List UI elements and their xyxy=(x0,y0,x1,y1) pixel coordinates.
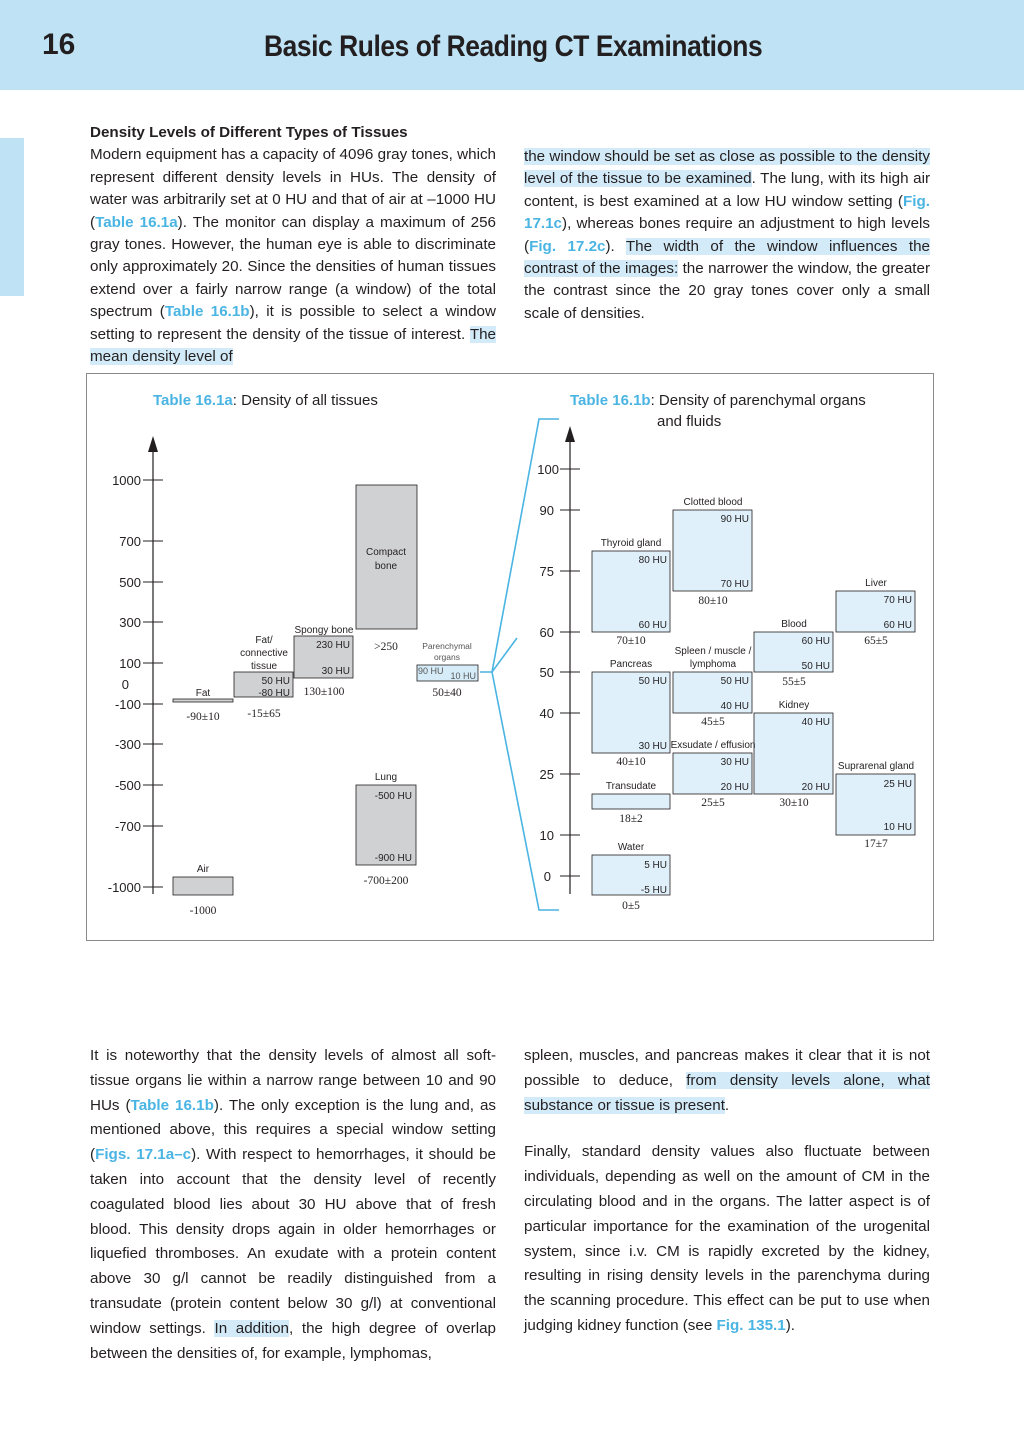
text-column-top-right xyxy=(524,146,930,325)
svg-text:Liver: Liver xyxy=(865,578,887,589)
bar-pancreas xyxy=(592,659,670,768)
body-text: . xyxy=(724,1096,730,1114)
svg-text:Kidney: Kidney xyxy=(778,700,810,711)
svg-text:90 HU: 90 HU xyxy=(720,514,749,525)
svg-text:>250: >250 xyxy=(374,641,398,653)
svg-text:25 HU: 25 HU xyxy=(883,779,912,790)
bar-blood xyxy=(754,619,833,688)
svg-text:Fat: Fat xyxy=(195,688,211,699)
svg-text:50±40: 50±40 xyxy=(432,687,462,699)
figure-reference-link[interactable]: Fig. 135.1 xyxy=(716,1316,786,1334)
svg-text:70 HU: 70 HU xyxy=(720,579,749,590)
figure-reference-link[interactable]: Fig. 17.1c xyxy=(524,192,930,233)
svg-text:0±5: 0±5 xyxy=(622,900,640,912)
svg-text:20 HU: 20 HU xyxy=(720,782,749,793)
right-tick-label: 40 xyxy=(539,706,554,721)
svg-text:45±5: 45±5 xyxy=(701,716,725,728)
right-axis xyxy=(560,432,580,894)
right-tick-label: 90 xyxy=(539,503,554,518)
page-number: 16 xyxy=(42,28,76,61)
bar-parenchymal-organs xyxy=(417,641,478,699)
svg-text:lymphoma: lymphoma xyxy=(689,659,737,670)
svg-text:-700±200: -700±200 xyxy=(363,875,409,887)
svg-text:bone: bone xyxy=(374,561,398,572)
svg-text:Air: Air xyxy=(196,864,210,875)
body-text: , the high degree of overlap between the densities of, for example, lymphomas, xyxy=(90,1319,496,1362)
svg-text:60 HU: 60 HU xyxy=(638,620,667,631)
svg-text:17±7: 17±7 xyxy=(864,838,888,850)
svg-text:Blood: Blood xyxy=(781,619,807,630)
highlighted-text: The mean density level of xyxy=(90,325,496,366)
right-axis-arrow xyxy=(565,426,575,442)
body-text: ). xyxy=(785,1316,796,1334)
svg-text:40±10: 40±10 xyxy=(616,756,646,768)
svg-text:-90±10: -90±10 xyxy=(186,711,220,723)
svg-text:130±100: 130±100 xyxy=(303,686,345,698)
body-text: ). The monitor can display a maximum of 256 gray tones. However, the human eye is able to discriminate only approximately 20. Since the densities of human tissues extend over a fairly narrow range (a window) of the total spectrum ( xyxy=(90,213,496,321)
svg-text:connective: connective xyxy=(240,648,288,659)
svg-text:Exsudate / effusion: Exsudate / effusion xyxy=(670,740,756,751)
bar-clotted-blood xyxy=(673,497,752,607)
body-text: Finally, standard density values also fluctuate between individuals, depending as well on the amount of CM in the circulating blood and in the organs. The latter aspect is of particular importance for the examination of the urogenital system, since i.v. CM is rapidly excreted by the kidney, resulting in rising density levels in the parenchyma during the scanning procedure. This effect can be put to use when judging kidney function (see xyxy=(524,1143,930,1334)
svg-text:65±5: 65±5 xyxy=(864,635,888,647)
figure-reference-link[interactable]: Fig. 17.2c xyxy=(529,237,606,255)
right-tick-label: 100 xyxy=(537,462,559,477)
density-table-figure xyxy=(86,373,934,941)
highlighted-text: In addition xyxy=(214,1319,289,1337)
left-tick-label: 100 xyxy=(119,656,141,671)
bar-spongy-bone xyxy=(294,625,354,698)
body-text: spleen, muscles, and pancreas makes it clear that it is not possible to deduce, xyxy=(524,1047,930,1089)
svg-text:Transudate: Transudate xyxy=(605,781,657,792)
left-axis xyxy=(143,442,163,894)
svg-text:80±10: 80±10 xyxy=(698,595,728,607)
bar-liver xyxy=(836,578,915,647)
svg-text:-500 HU: -500 HU xyxy=(374,791,412,802)
svg-text:-5 HU: -5 HU xyxy=(640,885,667,896)
svg-text:70 HU: 70 HU xyxy=(883,595,912,606)
text-column-bottom-right xyxy=(524,1044,930,1339)
svg-text:Parenchymal: Parenchymal xyxy=(422,641,472,651)
svg-text:10 HU: 10 HU xyxy=(883,822,912,833)
svg-text:Suprarenal gland: Suprarenal gland xyxy=(837,761,915,772)
svg-text:60 HU: 60 HU xyxy=(801,636,830,647)
svg-text:50 HU: 50 HU xyxy=(638,676,667,687)
svg-text:20 HU: 20 HU xyxy=(801,782,830,793)
svg-text:30±10: 30±10 xyxy=(779,797,809,809)
body-text: the narrower the window, the greater the contrast since the 20 gray tones cover only a small scale of densities. xyxy=(524,260,931,322)
svg-text:Lung: Lung xyxy=(374,772,398,783)
bar-lung xyxy=(356,772,416,887)
left-tick-label: -1000 xyxy=(107,880,141,895)
body-text: . The lung, with its high air content, is best examined at a low HU window setting ( xyxy=(524,170,931,210)
svg-text:40 HU: 40 HU xyxy=(720,701,749,712)
svg-text:Spongy bone: Spongy bone xyxy=(294,625,354,636)
svg-text:tissue: tissue xyxy=(250,661,278,672)
right-tick-label: 60 xyxy=(539,625,554,640)
left-caption: Table 16.1a: Density of all tissues xyxy=(153,392,378,409)
right-tick-label: 25 xyxy=(539,767,554,782)
svg-text:30 HU: 30 HU xyxy=(638,741,667,752)
svg-text:5 HU: 5 HU xyxy=(644,860,667,871)
left-axis-arrow xyxy=(148,436,158,452)
left-tick-label: -300 xyxy=(114,737,141,752)
right-caption-line2: and fluids xyxy=(657,413,722,430)
right-tick-label: 10 xyxy=(539,828,554,843)
body-text: ), whereas bones require an adjustment to high levels ( xyxy=(524,215,930,255)
bar-compact-bone xyxy=(356,485,417,653)
page-header xyxy=(0,0,1024,90)
svg-text:230 HU: 230 HU xyxy=(316,640,350,651)
left-tick-label: 500 xyxy=(119,575,141,590)
svg-text:40 HU: 40 HU xyxy=(801,717,830,728)
svg-text:Fat/: Fat/ xyxy=(255,635,273,646)
right-tick-label: 0 xyxy=(543,869,551,884)
svg-text:55±5: 55±5 xyxy=(782,676,806,688)
svg-text:60 HU: 60 HU xyxy=(883,620,912,631)
right-tick-label: 75 xyxy=(539,564,554,579)
bar-fat xyxy=(173,688,233,723)
left-tick-label: 700 xyxy=(119,534,141,549)
left-tick-label: -700 xyxy=(114,819,141,834)
body-text: ). xyxy=(605,237,626,255)
svg-text:-1000: -1000 xyxy=(189,905,217,917)
bar-exsudate-effusion xyxy=(671,740,756,809)
svg-text:-900 HU: -900 HU xyxy=(374,853,412,864)
highlighted-text: The width of the window influences the contrast of the images: xyxy=(524,237,930,278)
left-tick-label: 1000 xyxy=(112,473,141,488)
bar-suprarenal-gland xyxy=(836,761,915,850)
highlighted-text: from density levels alone, what substance or tissue is present xyxy=(524,1071,931,1114)
svg-text:Water: Water xyxy=(617,842,645,853)
svg-text:25±5: 25±5 xyxy=(701,797,725,809)
svg-text:-80 HU: -80 HU xyxy=(258,688,290,699)
text-column-bottom-left xyxy=(90,1044,496,1366)
bar-spleen-muscle-lymphoma xyxy=(673,646,752,728)
svg-text:50 HU: 50 HU xyxy=(720,676,749,687)
bar-transudate xyxy=(592,781,670,825)
svg-text:90 HU: 90 HU xyxy=(418,666,444,676)
page-title: Basic Rules of Reading CT Examinations xyxy=(264,30,763,63)
section-heading: Density Levels of Different Types of Tissues xyxy=(90,124,408,141)
body-text: ). The only exception is the lung and, as mentioned above, this requires a special window setting ( xyxy=(90,1096,496,1164)
bar-air xyxy=(173,864,233,917)
body-text: ). With respect to hemorrhages, it should be taken into account that the density level of recently coagulated blood lies about 30 HU above that of fresh blood. This density drops again in older hemorrhages or liquefied thromboses. An exudate with a protein content above 30 g/l cannot be readily distinguished from a transudate (protein content below 30 g/l) at conventional window settings. xyxy=(90,1146,496,1337)
chapter-tab xyxy=(0,138,24,296)
figure-reference-link[interactable]: Figs. 17.1a–c xyxy=(95,1146,192,1164)
text-column-top-left xyxy=(90,122,496,368)
svg-text:18±2: 18±2 xyxy=(619,813,643,825)
svg-text:30 HU: 30 HU xyxy=(720,757,749,768)
svg-text:Clotted blood: Clotted blood xyxy=(683,497,743,508)
svg-text:Thyroid gland: Thyroid gland xyxy=(600,538,662,549)
bar-thyroid-gland xyxy=(592,538,670,647)
body-text: Modern equipment has a capacity of 4096 gray tones, which represent different density levels in HUs. The density of water was arbitrarily set at 0 HU and that of air at –1000 HU ( xyxy=(90,146,496,231)
svg-text:-15±65: -15±65 xyxy=(247,708,281,720)
svg-text:Compact: Compact xyxy=(365,547,407,558)
left-tick-label: -500 xyxy=(114,778,141,793)
left-tick-label: 300 xyxy=(119,615,141,630)
zoom-connector-upper xyxy=(480,638,517,672)
body-text: ), it is possible to select a window setting to represent the density of the tissue of interest. xyxy=(90,303,496,343)
table-reference-link[interactable]: Table 16.1b xyxy=(130,1096,214,1114)
svg-text:50 HU: 50 HU xyxy=(261,676,290,687)
bar-water xyxy=(592,842,670,912)
body-text: It is noteworthy that the density levels of almost all soft-tissue organs lie within a narrow range between 10 and 90 HUs ( xyxy=(90,1047,496,1114)
svg-text:organs: organs xyxy=(434,652,460,662)
svg-text:50 HU: 50 HU xyxy=(801,661,830,672)
left-tick-label: -100 xyxy=(114,697,141,712)
svg-text:30 HU: 30 HU xyxy=(321,666,350,677)
svg-text:10 HU: 10 HU xyxy=(450,671,476,681)
svg-text:Pancreas: Pancreas xyxy=(609,659,653,670)
left-tick-label: 0 xyxy=(121,677,129,692)
svg-text:Spleen / muscle /: Spleen / muscle / xyxy=(674,646,752,657)
bar-fat-connective-tissue xyxy=(234,635,293,720)
svg-text:80 HU: 80 HU xyxy=(638,555,667,566)
svg-text:70±10: 70±10 xyxy=(616,635,646,647)
bar-kidney xyxy=(754,700,833,809)
right-tick-label: 50 xyxy=(539,665,554,680)
table-reference-link[interactable]: Table 16.1a xyxy=(95,213,178,231)
table-reference-link[interactable]: Table 16.1b xyxy=(164,303,250,321)
highlighted-text: the window should be set as close as possible to the density level of the tissue to be examined xyxy=(524,148,930,188)
right-caption: Table 16.1b: Density of parenchymal organs xyxy=(570,392,866,409)
